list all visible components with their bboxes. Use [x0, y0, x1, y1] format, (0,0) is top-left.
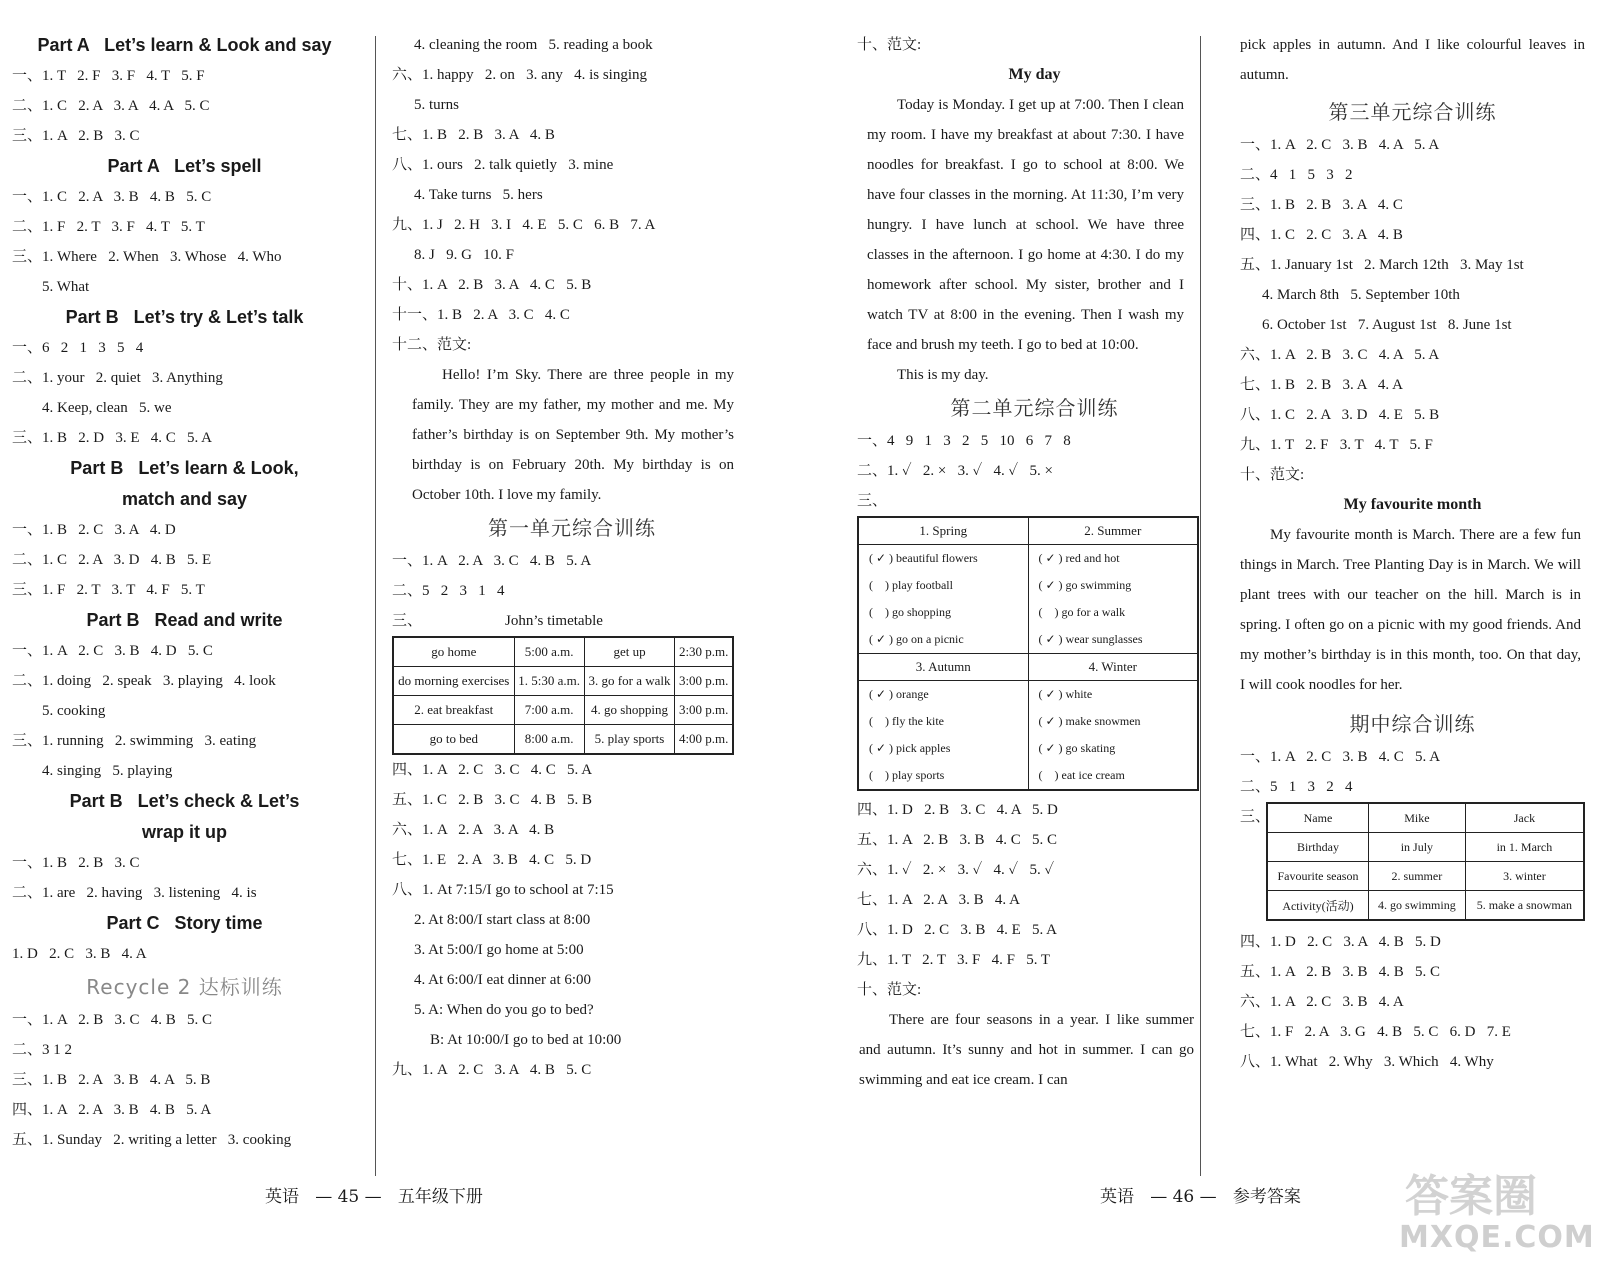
answer-line: 四、1. D 2. B 3. C 4. A 5. D	[857, 802, 1058, 818]
answer-line: 四、1. A 2. C 3. C 4. C 5. A	[392, 762, 593, 778]
answer-line: 二、5 2 3 1 4	[392, 583, 505, 599]
table-cell: do morning exercises	[393, 667, 514, 696]
season-item: ( ✓ ) pick apples	[869, 741, 951, 755]
answer-line: 七、1. B 2. B 3. A 4. A	[1240, 377, 1403, 393]
answer-line: 九、1. T 2. T 3. F 4. F 5. T	[857, 952, 1051, 968]
table-cell: 3:00 p.m.	[675, 696, 733, 725]
season-item: ( ) go shopping	[869, 605, 951, 619]
answer-line: 五、1. C 2. B 3. C 4. B 5. B	[392, 792, 593, 808]
table-row	[393, 696, 733, 725]
table-cell: Mike	[1368, 803, 1465, 833]
answer-line: 三、	[1240, 809, 1271, 825]
answer-line: 十、1. A 2. B 3. A 4. C 5. B	[392, 277, 592, 293]
timetable	[392, 636, 734, 755]
answer-line: 5. cooking	[42, 703, 106, 719]
answer-line: 四、1. A 2. A 3. B 4. B 5. A	[12, 1102, 212, 1118]
section-heading: Part B Let’s try & Let’s talk	[65, 307, 304, 327]
table-row	[1267, 833, 1584, 862]
section-heading: Part C Story time	[106, 913, 263, 933]
seasons-table	[857, 516, 1199, 791]
table-cell: go home	[393, 637, 514, 667]
section-heading: Part A Let’s learn & Look and say	[37, 35, 332, 55]
table-label-row	[392, 606, 752, 636]
answer-line: 5. What	[42, 279, 90, 295]
season-item: ( ✓ ) go swimming	[1038, 578, 1132, 592]
answer-line: 4. March 8th 5. September 10th	[1262, 287, 1460, 303]
answer-line: 六、1. A 2. B 3. C 4. A 5. A	[1240, 347, 1440, 363]
season-item: ( ✓ ) orange	[869, 687, 929, 701]
model-essay: My favourite month is March. There are a few fun things in March. Tree Planting Day is in March. We will plant trees with our teacher on the hill. March is in spring. I often go on a picnic with my good friends. And my mother’s birthday is in this month, too. On that day, I will cook noodles for her.	[1240, 527, 1581, 693]
answer-line: 二、1. doing 2. speak 3. playing 4. look	[12, 673, 276, 689]
answer-line: 八、1. What 2. Why 3. Which 4. Why	[1240, 1054, 1494, 1070]
answer-line: 三、1. Where 2. When 3. Whose 4. Who	[12, 249, 282, 265]
answer-line: 五、1. Sunday 2. writing a letter 3. cooking	[12, 1132, 292, 1148]
answer-line: 二、3 1 2	[12, 1042, 73, 1058]
answer-line: 十、范文:	[1240, 467, 1305, 483]
answer-line: 一、1. B 2. C 3. A 4. D	[12, 522, 176, 538]
table-cell: 3:00 p.m.	[675, 667, 733, 696]
season-heading: 3. Autumn	[859, 654, 1028, 681]
answer-line: 九、1. A 2. C 3. A 4. B 5. C	[392, 1062, 592, 1078]
answer-line: 一、1. A 2. C 3. B 4. D 5. C	[12, 643, 213, 659]
answer-line: 三、1. B 2. D 3. E 4. C 5. A	[12, 430, 213, 446]
answer-line: 七、1. F 2. A 3. G 4. B 5. C 6. D 7. E	[1240, 1024, 1511, 1040]
answer-line: 五、1. January 1st 2. March 12th 3. May 1st	[1240, 257, 1524, 273]
answer-line: 六、1. A 2. C 3. B 4. A	[1240, 994, 1404, 1010]
model-essay-end: This is my day.	[897, 367, 989, 383]
answer-line: 四、1. D 2. C 3. A 4. B 5. D	[1240, 934, 1441, 950]
answer-line: 二、1. C 2. A 3. D 4. B 5. E	[12, 552, 212, 568]
answer-line: 4. At 6:00/I eat dinner at 6:00	[414, 972, 592, 988]
watermark-logo	[1395, 1160, 1595, 1265]
answer-line: 九、1. J 2. H 3. I 4. E 5. C 6. B 7. A	[392, 217, 656, 233]
answer-line: 十一、1. B 2. A 3. C 4. C	[392, 307, 570, 323]
answer-line: 一、1. T 2. F 3. F 4. T 5. F	[12, 68, 205, 84]
table-cell: Name	[1267, 803, 1368, 833]
section-heading: Part A Let’s spell	[107, 156, 262, 176]
answer-column-2	[392, 30, 752, 1085]
season-item: ( ) play sports	[869, 768, 945, 782]
answer-line: 一、1. A 2. C 3. B 4. A 5. A	[1240, 137, 1440, 153]
section-heading: Part B Let’s check & Let’s	[69, 791, 300, 811]
section-heading: 期中综合训练	[1349, 712, 1476, 736]
table-row	[1267, 862, 1584, 891]
answer-line: 七、1. B 2. B 3. A 4. B	[392, 127, 555, 143]
season-item: ( ✓ ) go skating	[1038, 741, 1116, 755]
season-block	[858, 517, 1028, 654]
table-cell: 5:00 a.m.	[514, 637, 584, 667]
table-cell: 3. winter	[1465, 862, 1584, 891]
table-cell: in July	[1368, 833, 1465, 862]
answer-line: 4. Keep, clean 5. we	[42, 400, 172, 416]
season-item: ( ) go for a walk	[1038, 605, 1126, 619]
watermark-site: MXQE.COM	[1399, 1220, 1595, 1255]
answer-line: 六、1. A 2. A 3. A 4. B	[392, 822, 555, 838]
answer-line: 二、1. ✓ 2. × 3. ✓ 4. ✓ 5. ×	[857, 463, 1053, 479]
answer-line: 三、	[857, 493, 888, 509]
answer-line: 4. cleaning the room 5. reading a book	[414, 37, 653, 53]
answer-line: B: At 10:00/I go to bed at 10:00	[430, 1032, 622, 1048]
answer-line: 二、1. C 2. A 3. A 4. A 5. C	[12, 98, 210, 114]
table-row	[393, 637, 733, 667]
season-item: ( ✓ ) beautiful flowers	[869, 551, 978, 565]
season-block	[1028, 517, 1198, 654]
answer-line: 一、6 2 1 3 5 4	[12, 340, 144, 356]
model-essay: Today is Monday. I get up at 7:00. Then I clean my room. I have my breakfast at about 7:30. I have noodles for breakfast. I go to school at 8:00. We have four classes in the morning. At 11:30, I’m very hungry. I have lunch at school. We have three classes in the afternoon. I go home at 4:30. I do my homework after school. My sister, brother and I watch TV at 8:00 in the evening. Then I wash my face and brush my teeth. I go to bed at 10:00.	[867, 97, 1184, 353]
answer-line: 八、1. D 2. C 3. B 4. E 5. A	[857, 922, 1058, 938]
season-heading: 4. Winter	[1029, 654, 1198, 681]
season-item: ( ✓ ) red and hot	[1038, 551, 1120, 565]
section-heading: wrap it up	[142, 822, 227, 842]
answer-column-1	[12, 30, 357, 1155]
answer-line: 4. singing 5. playing	[42, 763, 173, 779]
answer-line: 3. At 5:00/I go home at 5:00	[414, 942, 584, 958]
answer-line: 2. At 8:00/I start class at 8:00	[414, 912, 591, 928]
table-cell: 4:00 p.m.	[675, 725, 733, 755]
birthday-table	[1266, 802, 1585, 921]
answer-line: 三、1. F 2. T 3. T 4. F 5. T	[12, 582, 205, 598]
section-heading: Part B Read and write	[86, 610, 283, 630]
answer-line: 十、范文:	[857, 982, 922, 998]
answer-column-3	[857, 30, 1212, 1095]
answer-line: 三、	[392, 613, 423, 629]
answer-line: 二、1. are 2. having 3. listening 4. is	[12, 885, 257, 901]
season-item: ( ) eat ice cream	[1038, 768, 1125, 782]
answer-line: 一、1. C 2. A 3. B 4. B 5. C	[12, 189, 212, 205]
table-cell: 4. go shopping	[584, 696, 675, 725]
answer-line: 二、1. F 2. T 3. F 4. T 5. T	[12, 219, 205, 235]
answer-line: 十、范文:	[857, 37, 922, 53]
answer-line: 一、1. A 2. C 3. B 4. C 5. A	[1240, 749, 1441, 765]
answer-line: 五、1. A 2. B 3. B 4. C 5. C	[857, 832, 1058, 848]
season-item: ( ) fly the kite	[869, 714, 944, 728]
answer-line: 三、1. running 2. swimming 3. eating	[12, 733, 257, 749]
table-cell: 7:00 a.m.	[514, 696, 584, 725]
answer-line: 一、4 9 1 3 2 5 10 6 7 8	[857, 433, 1071, 449]
table-cell: 4. go swimming	[1368, 891, 1465, 921]
season-item: ( ✓ ) wear sunglasses	[1038, 632, 1143, 646]
table-cell: in 1. March	[1465, 833, 1584, 862]
table-cell: Favourite season	[1267, 862, 1368, 891]
table-row	[858, 654, 1198, 791]
table-cell: 3. go for a walk	[584, 667, 675, 696]
answer-line: 4. Take turns 5. hers	[414, 187, 543, 203]
birthday-table-row	[1240, 802, 1585, 921]
season-block	[858, 654, 1028, 791]
essay-title: My favourite month	[1343, 496, 1482, 513]
table-cell: go to bed	[393, 725, 514, 755]
page-footer-left: 英语 — 45 — 五年级下册	[265, 1187, 483, 1207]
answer-line: 5. A: When do you go to bed?	[414, 1002, 594, 1018]
answer-line: 三、1. A 2. B 3. C	[12, 128, 140, 144]
answer-line: 一、1. B 2. B 3. C	[12, 855, 140, 871]
answer-line: 八、1. C 2. A 3. D 4. E 5. B	[1240, 407, 1440, 423]
answer-line: 二、5 1 3 2 4	[1240, 779, 1353, 795]
table-row	[393, 667, 733, 696]
season-heading: 2. Summer	[1029, 518, 1198, 545]
season-item: ( ✓ ) go on a picnic	[869, 632, 964, 646]
table-cell: 5. make a snowman	[1465, 891, 1584, 921]
answer-line: 八、1. ours 2. talk quietly 3. mine	[392, 157, 614, 173]
table-cell: Birthday	[1267, 833, 1368, 862]
table-row	[858, 517, 1198, 654]
answer-line: 八、1. At 7:15/I go to school at 7:15	[392, 882, 614, 898]
section-heading: match and say	[121, 489, 248, 509]
table-cell: 2:30 p.m.	[675, 637, 733, 667]
table-cell: 8:00 a.m.	[514, 725, 584, 755]
model-essay: Hello! I’m Sky. There are three people in my family. They are my father, my mother and me. My father’s birthday is on September 9th. My mother’s birthday is on February 20th. My birthday is on October 10th. I love my family.	[412, 367, 734, 503]
season-item: ( ) play football	[869, 578, 953, 592]
answer-line: 8. J 9. G 10. F	[414, 247, 515, 263]
season-item: ( ✓ ) white	[1038, 687, 1093, 701]
answer-line: 六、1. ✓ 2. × 3. ✓ 4. ✓ 5. ✓	[857, 862, 1055, 878]
model-essay: There are four seasons in a year. I like summer and autumn. It’s sunny and hot in summer. I can go swimming and eat ice cream. I can	[859, 1012, 1194, 1088]
season-heading: 1. Spring	[859, 518, 1028, 545]
table-cell: 2. summer	[1368, 862, 1465, 891]
watermark-text: 答案圈	[1405, 1171, 1537, 1222]
table-cell: get up	[584, 637, 675, 667]
section-heading: 第三单元综合训练	[1328, 100, 1497, 124]
season-item: ( ✓ ) make snowmen	[1038, 714, 1141, 728]
answer-line: 5. turns	[414, 97, 459, 113]
table-row	[393, 725, 733, 755]
answer-line: 一、1. A 2. A 3. C 4. B 5. A	[392, 553, 592, 569]
answer-line: 6. October 1st 7. August 1st 8. June 1st	[1262, 317, 1512, 333]
table-cell: 1. 5:30 a.m.	[514, 667, 584, 696]
section-heading: Part B Let’s learn & Look,	[70, 458, 299, 478]
season-block	[1028, 654, 1198, 791]
answer-line: 七、1. A 2. A 3. B 4. A	[857, 892, 1020, 908]
model-essay-continued: pick apples in autumn. And I like colourful leaves in autumn.	[1240, 37, 1585, 83]
table-cell: Activity(活动)	[1267, 891, 1368, 921]
section-heading: 第二单元综合训练	[950, 396, 1119, 420]
table-row	[1267, 891, 1584, 921]
table-cell: Jack	[1465, 803, 1584, 833]
column-divider	[375, 36, 376, 1176]
section-heading: Recycle 2 达标训练	[86, 975, 283, 999]
answer-line: 三、1. B 2. B 3. A 4. C	[1240, 197, 1403, 213]
answer-line: 六、1. happy 2. on 3. any 4. is singing	[392, 67, 647, 83]
table-cell: 5. play sports	[584, 725, 675, 755]
answer-line: 1. D 2. C 3. B 4. A	[12, 946, 147, 962]
table-cell: 2. eat breakfast	[393, 696, 514, 725]
answer-line: 二、4 1 5 3 2	[1240, 167, 1353, 183]
page-footer-right: 英语 — 46 — 参考答案	[1100, 1187, 1301, 1207]
answer-line: 四、1. C 2. C 3. A 4. B	[1240, 227, 1403, 243]
answer-column-4	[1240, 30, 1585, 1077]
essay-title: My day	[1008, 66, 1061, 83]
answer-line: 九、1. T 2. F 3. T 4. T 5. F	[1240, 437, 1433, 453]
answer-line: 二、1. your 2. quiet 3. Anything	[12, 370, 223, 386]
answer-line: 五、1. A 2. B 3. B 4. B 5. C	[1240, 964, 1441, 980]
table-row	[1267, 803, 1584, 833]
answer-line: 三、1. B 2. A 3. B 4. A 5. B	[12, 1072, 211, 1088]
answer-line: 十二、范文:	[392, 337, 472, 353]
table-title: John’s timetable	[505, 613, 603, 629]
answer-line: 一、1. A 2. B 3. C 4. B 5. C	[12, 1012, 213, 1028]
answer-line: 七、1. E 2. A 3. B 4. C 5. D	[392, 852, 592, 868]
section-heading: 第一单元综合训练	[488, 516, 656, 540]
